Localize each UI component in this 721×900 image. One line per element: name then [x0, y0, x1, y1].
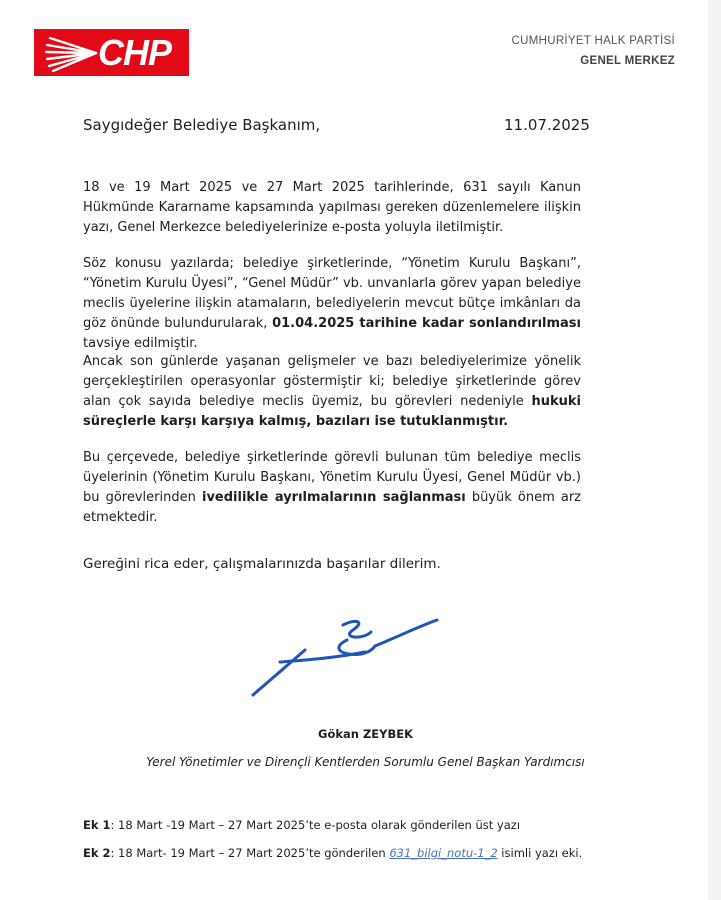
party-department: GENEL MERKEZ — [580, 55, 675, 67]
annex-1: Ek 1: 18 Mart -19 Mart – 27 Mart 2025’te e-posta olarak gönderilen üst yazı — [83, 818, 521, 832]
resignation-emphasis: ivedilikle ayrılmalarının sağlanması — [201, 490, 466, 505]
six-arrows-icon — [44, 34, 100, 72]
closing-line: Gereğini rica eder, çalışmalarınızda başarılar dilerim. — [83, 556, 441, 572]
party-header — [512, 31, 675, 71]
paragraph-1: 18 ve 19 Mart 2025 ve 27 Mart 2025 tarihlerinde, 631 sayılı Kanun Hükmünde Kararname kapsamında yapılması gereken düzenlemelere ilişkin yazı, Genel Merkezce belediyelerinize e-posta yoluyla iletilmiştir. — [83, 180, 581, 235]
chp-logo — [34, 29, 189, 76]
salutation: Saygıdeğer Belediye Başkanım, — [83, 116, 321, 134]
paragraph-4: Bu çerçevede, belediye şirketlerinde görevli bulunan tüm belediye meclis üyelerinin (Yönetim Kurulu Başkanı, Yönetim Kurulu Üyesi, Genel Müdür vb.) bu görevlerinden ivedilikle ayrılmalarının sağlanması büyük önem arz etmektedir. — [83, 450, 581, 525]
page-edge — [708, 0, 721, 900]
paragraph-3: Ancak son günlerde yaşanan gelişmeler ve bazı belediyelerimize yönelik gerçekleştirilen operasyonlar göstermiştir ki; belediye şirketlerinde görev alan çok sayıda belediye meclis üyemiz, bu görevleri nedeniyle hukuki süreçlerle karşı karşıya kalmış, bazıları ise tutuklanmıştır. — [83, 354, 581, 429]
legal-process-emphasis: hukuki süreçlerle karşı karşıya kalmış, bazıları ise tutuklanmıştır. — [83, 394, 581, 429]
deadline-emphasis: 01.04.2025 tarihine kadar sonlandırılması — [272, 316, 581, 331]
annex-2: Ek 2: 18 Mart- 19 Mart – 27 Mart 2025’te gönderilen 631_bilgi_notu-1_2 isimli yazı eki. — [83, 846, 583, 860]
party-name: CUMHURİYET HALK PARTİSİ — [511, 35, 675, 47]
letter-date: 11.07.2025 — [504, 116, 590, 134]
attachment-link[interactable]: 631_bilgi_notu-1_2 — [389, 846, 498, 860]
signer-title: Yerel Yönetimler ve Dirençli Kentlerden Sorumlu Genel Başkan Yardımcısı — [146, 755, 585, 769]
handwritten-signature — [245, 610, 445, 710]
signer-name: Gökan ZEYBEK — [318, 727, 413, 741]
paragraph-2: Söz konusu yazılarda; belediye şirketlerinde, “Yönetim Kurulu Başkanı”, “Yönetim Kurulu Üyesi”, “Genel Müdür” vb. unvanlarla görev yapan belediye meclis üyelerine ilişkin atamaların, belediyelerin mevcut bütçe imkânları da göz önünde bulundurularak, 01.04.2025 tarihine kadar sonlandırılması tavsiye edilmiştir. — [83, 256, 581, 351]
logo-text: CHP — [98, 32, 172, 73]
